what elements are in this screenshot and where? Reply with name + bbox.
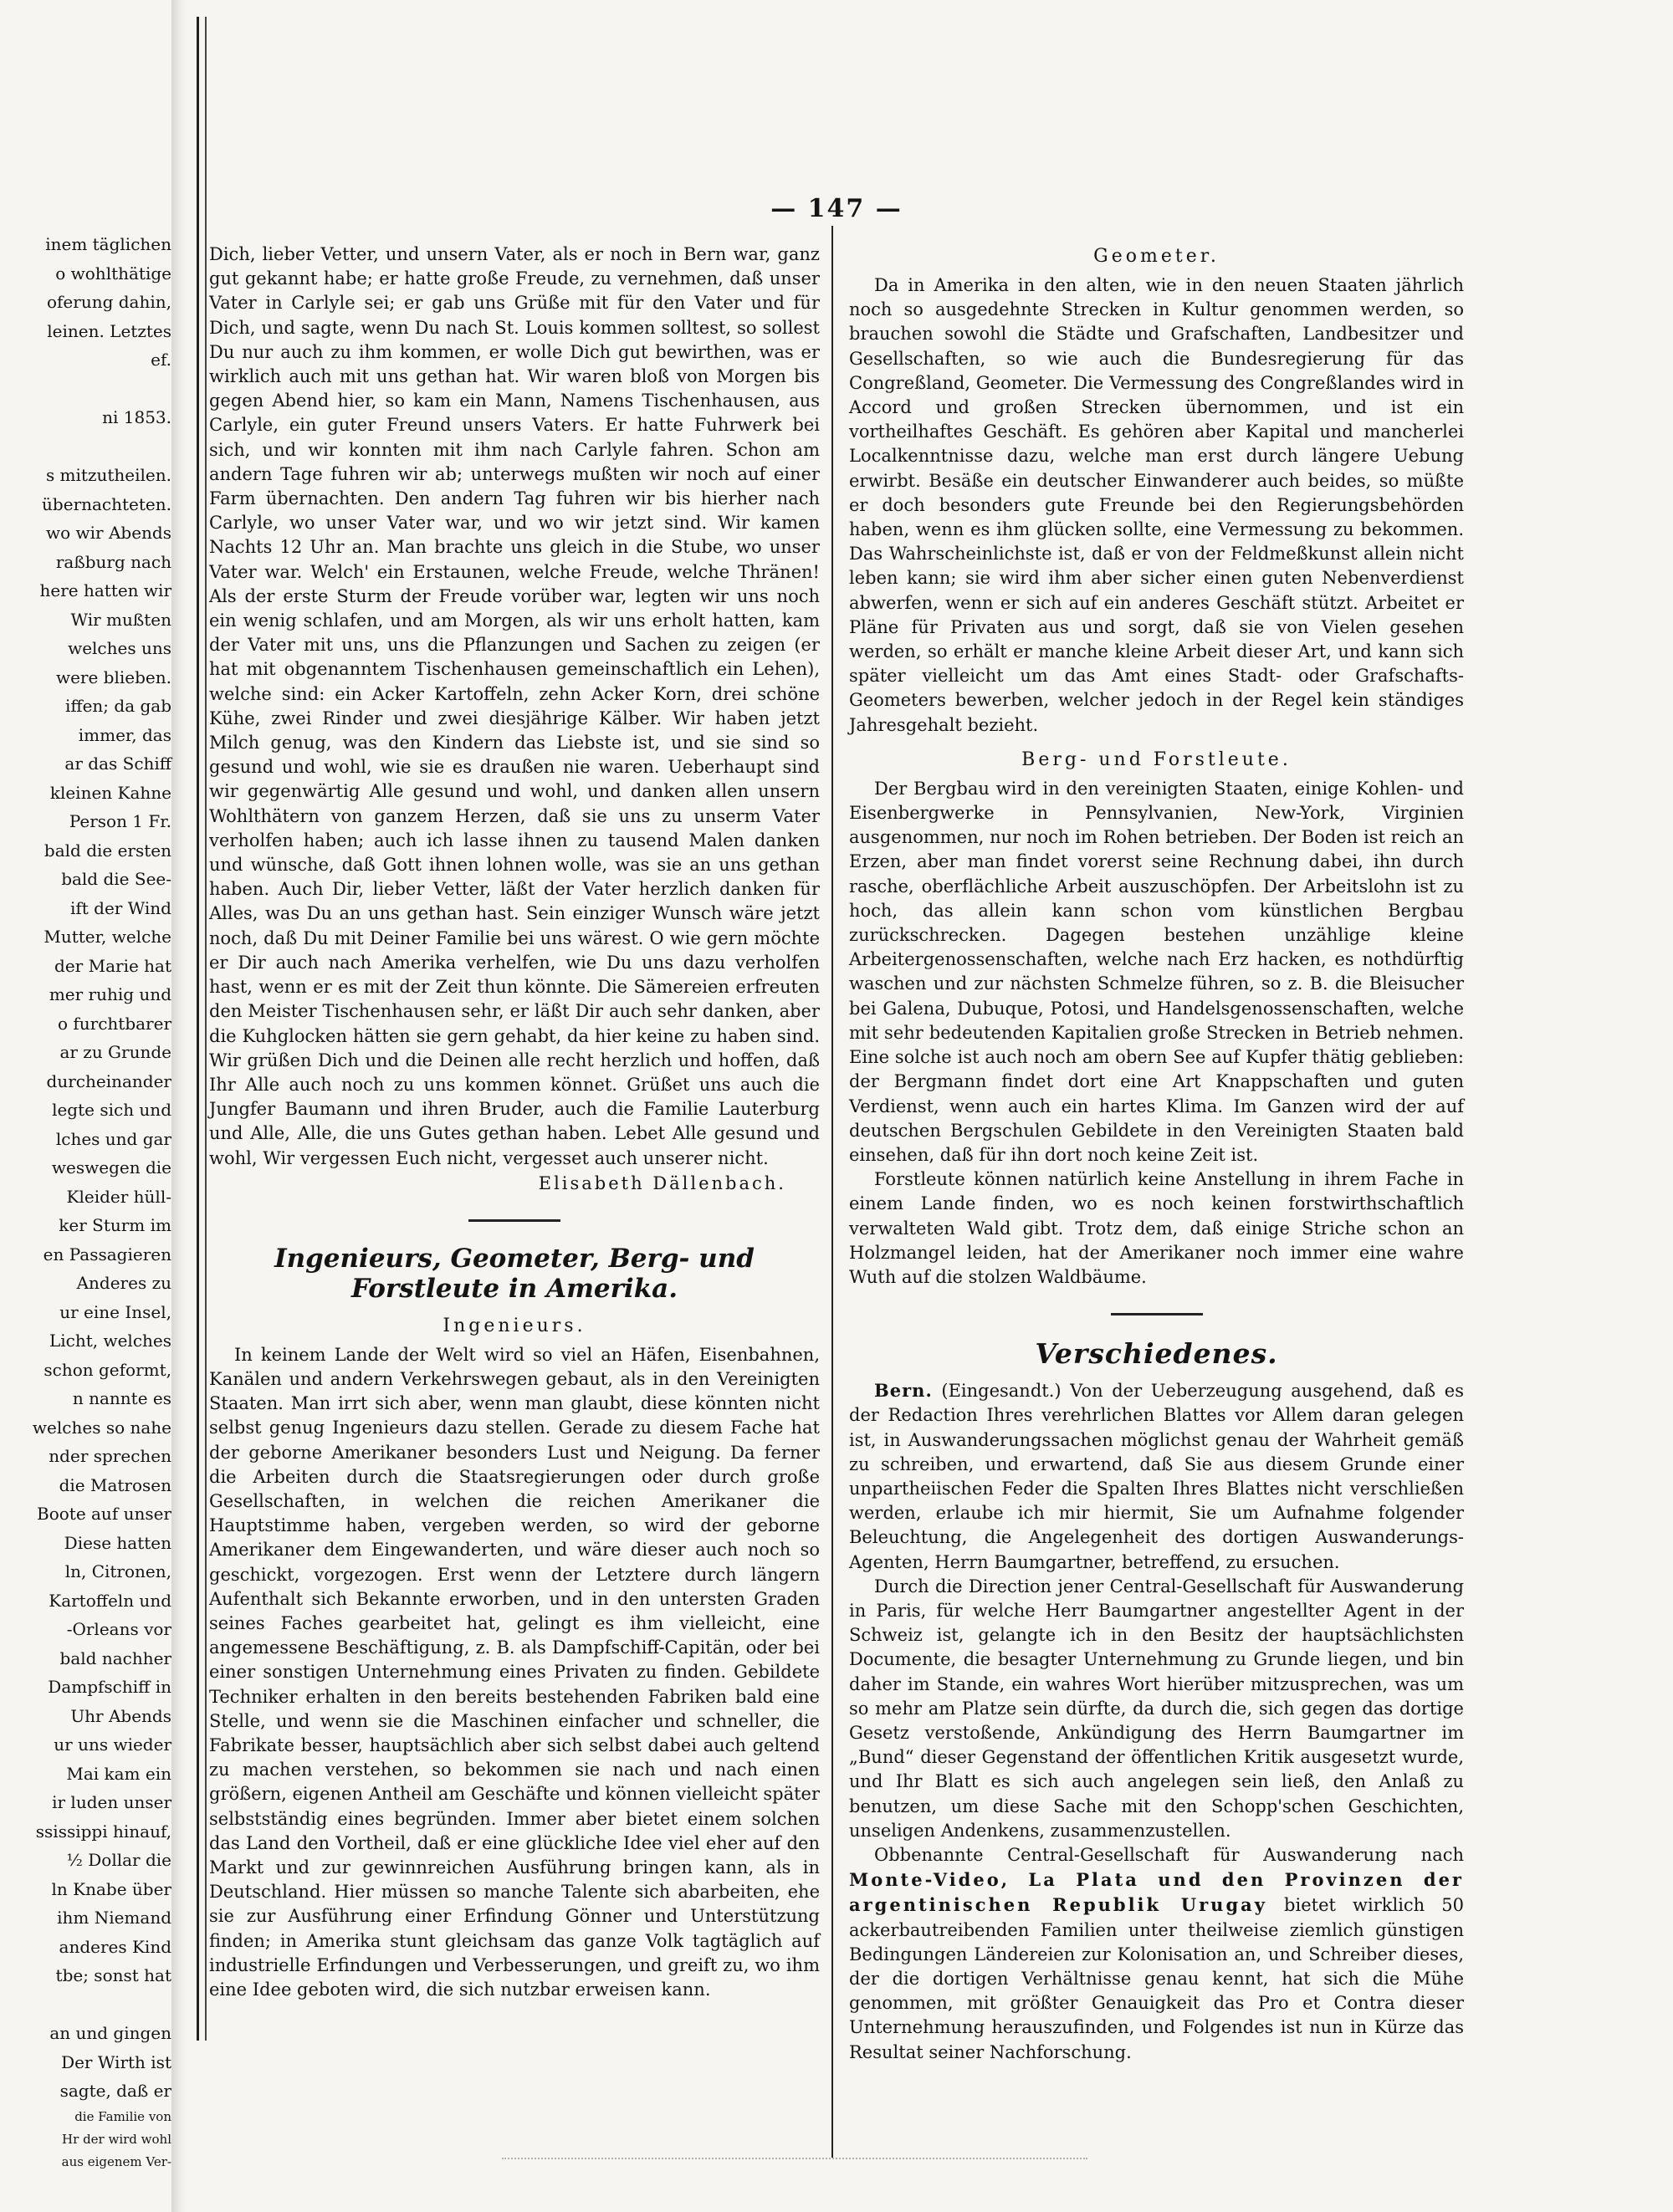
bleed-line: ar das Schiff — [64, 754, 171, 774]
bleed-line: bald nachher — [59, 1648, 171, 1668]
bleed-line: here hatten wir — [39, 580, 171, 600]
bleed-line: Boote auf unser — [37, 1504, 171, 1524]
previous-page-bleed-column — [0, 230, 171, 2169]
bleed-line: o furchtbarer — [57, 1013, 171, 1034]
bleed-line: leinen. Letztes — [47, 320, 171, 341]
bleed-footnote-line: Hr der wird wohl — [62, 2131, 171, 2147]
bleed-line: bald die See- — [61, 869, 171, 889]
bleed-line: tbe; sonst hat — [55, 1965, 171, 1985]
article-title: Ingenieurs, Geometer, Berg- und Forstleute in Amerika. — [274, 1243, 755, 1304]
bleed-line: iffen; da gab — [64, 696, 171, 716]
bleed-line: ur uns wieder — [54, 1734, 171, 1755]
bleed-line: Diese hatten — [64, 1532, 171, 1553]
bleed-line: wo wir Abends — [46, 523, 171, 543]
bleed-line: ur eine Insel, — [59, 1301, 171, 1322]
bleed-line: n nannte es — [72, 1388, 171, 1408]
bleed-line: raßburg nach — [55, 551, 171, 572]
bleed-line: Licht, welches — [49, 1331, 171, 1351]
paragraph: Forstleute können natürlich keine Anstellung in ihrem Fache in einem Lande finden, wo es noch keinen forstwirthschaftlich verwalteten Wald gibt. Trotz dem, daß einige Striche schon an Holzmangel leiden, hat der Amerikaner noch immer eine wahre Wuth auf die stolzen Waldbäume. — [849, 1169, 1464, 1287]
bleed-line: ln Knabe über — [51, 1878, 171, 1899]
print-smudge — [502, 2141, 1087, 2159]
bleed-line: an und gingen — [49, 2023, 171, 2043]
bleed-line: ef. — [151, 350, 171, 370]
bleed-line: ihm Niemand — [57, 1908, 171, 1928]
bleed-line: ni 1853. — [102, 407, 171, 427]
bleed-footnote-line: aus eigenem Ver- — [61, 2153, 171, 2169]
last-paragraph-lead: Obbenannte Central-Gesellschaft für Auswanderung nach — [874, 1844, 1464, 1865]
bleed-line: Kartoffeln und — [49, 1590, 171, 1611]
page-number: — 147 — — [770, 194, 903, 223]
page-border-rule — [197, 17, 199, 2041]
bleed-line: ir luden unser — [52, 1792, 171, 1812]
article-subheading-ingenieurs: Ingenieurs. — [443, 1315, 586, 1336]
last-paragraph — [849, 1843, 1464, 2065]
bleed-line: Wir mußten — [70, 609, 171, 630]
bleed-line: durcheinander — [46, 1070, 171, 1091]
bern-text: (Eingesandt.) Von der Ueberzeugung ausgehend, daß es der Redaction Ihres verehrlichen Blattes vor Allem daran gelegen ist, in Auswanderungssachen möglichst genau der Wahrheit gemäß zu schreiben, und erwartend, daß Sie aus diesem Grunde einer unpartheiischen Feder die Spalten Ihres Blattes nicht verschließen werden, erlaube ich mir hiermit, Sie um Aufnahme folgender Beleuchtung, die Angelegenheit des dortigen Auswanderungs-Agenten, Herrn Baumgartner, betreffend, zu ersuchen. — [849, 1381, 1464, 1572]
bleed-line: nder sprechen — [49, 1446, 171, 1466]
letter-signature: Elisabeth Dällenbach. — [538, 1172, 786, 1193]
section-divider-right — [1111, 1313, 1203, 1315]
section-title-verschiedenes: Verschiedenes. — [1035, 1337, 1278, 1371]
bleed-line: Dampfschiff in — [48, 1677, 171, 1697]
bleed-line: bald die ersten — [43, 840, 171, 861]
paragraph: Durch die Direction jener Central-Gesellschaft für Auswanderung in Paris, für welche Herr Baumgartner angestellter Agent in der Schweiz ist, gelangte ich in den Besitz der hauptsächlichsten Documente, die besagter Unternehmung zu Grunde liegen, und bin daher im Stande, ein wahres Wort hierüber mitzusprechen, was um so mehr am Platze sein dürfte, da durch die, sich gegen das dortige Gesetz verstoßende, Ankündigung des Herrn Baumgartner im „Bund“ dieser Gegenstand der öffentlichen Kritik ausgesetzt wurde, und Ihr Blatt es sich auch angelegen sein ließ, den Anlaß zu benutzen, um diese Sache mit den Schopp'schen Geschichten, unseligen Andenkens, zusammenzustellen. — [849, 1576, 1464, 1841]
bleed-line: anderes Kind — [59, 1936, 171, 1957]
bleed-line — [0, 1990, 171, 2020]
bleed-line: ssissippi hinauf, — [35, 1821, 171, 1842]
page-border-rule-inner — [205, 17, 207, 2041]
article-body — [209, 1343, 820, 2002]
bleed-line: ker Sturm im — [59, 1215, 171, 1235]
bleed-line: oferung dahin, — [46, 292, 171, 312]
bleed-line — [0, 375, 171, 404]
bleed-line: en Passagieren — [43, 1244, 171, 1264]
paragraph: Der Bergbau wird in den vereinigten Staaten, einige Kohlen- und Eisenbergwerke in Pennsylvanien, New-York, Virginien ausgenommen, nur noch im Rohen betrieben. Der Boden ist reich an Erzen, aber man findet vorerst seine Rechnung dabei, ihn durch rasche, oberflächliche Arbeit auszuschöpfen. Der Arbeitslohn ist zu hoch, das allein kann schon vom künstlichen Bergbau zurückschrecken. Dagegen bestehen unzählige kleine Arbeitergenossenschaften, welche nach Erz hacken, es nothdürftig waschen und zur nächsten Schmelze führen, so z. B. die Bleisucher bei Galena, Dubuque, Potosi, und Handelsgenossenschaften, welche mit sehr bedeutenden Kapitalien große Strecken in Betrieb nehmen. Eine solche ist auch noch am obern See auf Kupfer thätig geblieben: der Bergmann findet dort eine Art Knappschaften und guten Verdienst, wenn auch ein hartes Klima. Im Ganzen wird der auf deutschen Bergschulen Gebildete in den Vereinigten Staaten bald einsehen, daß für ihn dort noch keine Zeit ist. — [849, 778, 1464, 1165]
bleed-line: sagte, daß er — [59, 2081, 171, 2101]
bleed-line: weswegen die — [51, 1157, 171, 1178]
bleed-line: ar zu Grunde — [59, 1042, 171, 1062]
verschiedenes-body — [849, 1575, 1464, 1843]
bleed-line: welches so nahe — [32, 1417, 171, 1438]
bern-lead: Bern. — [874, 1380, 933, 1402]
bleed-line: Anderes zu — [76, 1273, 171, 1293]
last-paragraph-places: Monte-Video, La Plata und den Provinzen der argentinischen Republik Urugay — [849, 1869, 1464, 1916]
paragraph: Dich, lieber Vetter, und unsern Vater, als er noch in Bern war, ganz gut gekannt habe; er hatte große Freude, zu vernehmen, daß unser Vater in Carlyle sei; er gab uns Grüße mit für den Vater und für Dich, und sagte, wenn Du nach St. Louis kommen solltest, so sollest Du nur auch zu ihm kommen, er wolle Dich gut bewirthen, was er wirklich auch mit uns gethan hat. Wir waren bloß von Morgen bis gegen Abend hier, so kam ein Mann, Namens Tischenhausen, aus Carlyle, ein guter Freund unsers Vaters. Er hatte Fuhrwerk bei sich, und wir konnten mit ihm nach Carlyle fahren. Schon am andern Tage fuhren wir ab; unterwegs mußten wir noch auf einer Farm übernachten. Den andern Tag fuhren wir bis hierher nach Carlyle, wo unser Vater war, und wo wir jetzt sind. Wir kamen Nachts 12 Uhr an. Man brachte uns gleich in die Stube, wo unser Vater war. Welch' ein Erstaunen, welche Freude, welche Thränen! Als der erste Sturm der Freude vorüber war, legten wir uns noch ein wenig schlafen, und am Morgen, als wir uns erholt hatten, kam der Vater mit uns, uns die Pflanzungen und Sachen zu zeigen (er hat mit obgenanntem Tischenhausen gemeinschaftlich ein Lehen), welche sind: ein Acker Kartoffeln, zehn Acker Korn, drei schöne Kühe, zwei Rinder und zwei diesjährige Kälber. Wir haben jetzt Milch genug, was den Kindern das Liebste ist, und sie sind so gesund und wohl, wie sie es draußen nie waren. Ueberhaupt sind wir gegenwärtig Alle gesund und wohl, und danken allen unsern Wohlthätern von ganzem Herzen, daß sie uns zu unserm Vater verholfen haben; auch ich lasse ihnen zu tausend Malen danken und wünsche, daß Gott ihnen lohnen wolle, was sie an uns gethan haben. Auch Dir, lieber Vetter, läßt der Vater herzlich danken für Alles, was Du an uns gethan hast. Sein einziger Wunsch wäre jetzt noch, daß Du mit Deiner Familie bei uns wärest. O wie gern möchte er Dir auch nach Amerika verhelfen, wie Du uns dazu verholfen hast, wenn er es mit der Zeit thun könnte. Die Sämereien erfreuten den Meister Tischenhausen sehr, er läßt Dir auch sehr danken, aber die Kuhglocken hätten sie gern gehabt, da hier keine zu haben sind. Wir grüßen Dich und die Deinen alle recht herzlich und hoffen, daß Ihr Alle auch noch zu uns kommen könnet. Grüßet uns auch die Jungfer Baumann und ihren Bruder, auch die Familie Lauterburg und Alle, Alle, die uns Gutes gethan haben. Lebet Alle gesund und wohl, Wir vergessen Euch nicht, vergesset auch unserer nicht. — [209, 244, 820, 1168]
heading-berg-forstleute: Berg- und Forstleute. — [1021, 748, 1292, 770]
bleed-footnote-line: die Familie von — [74, 2108, 171, 2124]
bleed-line: die Matrosen — [59, 1474, 171, 1495]
bleed-line — [0, 432, 171, 462]
heading-geometer: Geometer. — [1093, 246, 1220, 267]
bleed-line: inem täglichen — [45, 234, 171, 254]
geometer-body — [849, 273, 1464, 738]
bleed-line: lches und gar — [55, 1128, 171, 1149]
bleed-line: kleinen Kahne — [49, 782, 171, 803]
left-column — [209, 243, 820, 2002]
bleed-line: ift der Wind — [69, 897, 171, 918]
letter-text — [209, 243, 820, 1171]
bleed-line: schon geformt, — [43, 1359, 171, 1380]
bleed-line: mer ruhig und — [49, 984, 171, 1004]
column-rule — [831, 226, 833, 2158]
bleed-line: übernachteten. — [42, 493, 171, 514]
bleed-line: Kleider hüll- — [66, 1186, 171, 1207]
bleed-line: der Marie hat — [54, 955, 171, 976]
paragraph: In keinem Lande der Welt wird so viel an Häfen, Eisenbahnen, Kanälen und andern Verkehrswegen gebaut, als in den Vereinigten Staaten. Man irrt sich aber, wenn man glaubt, diese könnten nicht selbst genug Ingenieurs dazu stellen. Gerade zu diesem Fache hat der geborne Amerikaner besonders Lust und Neigung. Da ferner die Arbeiten durch die Staatsregierungen oder durch große Gesellschaften, in welchen die reichen Amerikaner die Hauptstimme haben, vergeben werden, so wird der geborne Amerikaner dem Eingewanderten, und wäre dieser auch noch so geschickt, vorgezogen. Erst wenn der Letztere durch längern Aufenthalt sich Bekannte erworben, und in den untersten Graden seines Faches gearbeitet hat, gelingt es ihm vielleicht, eine angemessene Beschäftigung, z. B. als Dampfschiff-Capitän, oder bei einer sonstigen Unternehmung eines Privaten zu finden. Gebildete Techniker erhalten in den bereits bestehenden Fabriken bald eine Stelle, und wenn sie die Maschinen einfacher und schneller, die Fabrikate besser, hauptsächlich aber sich selbst dabei auch geltend zu machen verstehen, so bekommen sie nach und nach einen größern, eigenen Antheil am Geschäfte und können vielleicht später selbstständig eines begründen. Immer aber bietet einem solchen das Land den Vortheil, daß er eine glückliche Idee viel eher auf den Markt und zur gewinnreichen Ausführung bringen kann, als in Deutschland. Hier müssen so manche Talente sich abarbeiten, ehe sie zur Ausführung einer Erfindung Gönner und Unterstützung finden; in Amerika stunt gleichsam das ganze Volk tagtäglich auf industrielle Erfindungen und Verbesserungen, und greift zu, wo ihm eine Idee geboten wird, die sich nutzbar erweisen kann. — [209, 1344, 820, 2000]
bleed-line: Mai kam ein — [66, 1763, 171, 1784]
section-divider — [468, 1219, 560, 1222]
right-column — [849, 243, 1464, 2065]
bleed-line: Uhr Abends — [70, 1705, 171, 1726]
bern-paragraph — [849, 1378, 1464, 1575]
bleed-line: s mitzutheilen. — [45, 465, 171, 485]
bleed-line: Der Wirth ist — [61, 2051, 171, 2072]
bleed-line: ½ Dollar die — [66, 1850, 171, 1870]
bleed-line: -Orleans vor — [66, 1619, 171, 1639]
bleed-line: welches uns — [68, 638, 171, 658]
page-gutter — [171, 0, 187, 2212]
bleed-line: ln, Citronen, — [64, 1561, 171, 1581]
bleed-line: were blieben. — [55, 667, 171, 687]
bleed-line: immer, das — [78, 724, 171, 745]
bleed-line: legte sich und — [52, 1100, 171, 1120]
last-paragraph-rest: bietet wirklich 50 ackerbautreibenden Familien unter theilweise ziemlich günstigen Bedingungen Ländereien zur Kolonisation an, und Schreiber dieses, der die dortigen Verhältnisse genau kennt, hat sich die Mühe genommen, mit größter Genauigkeit das Pro et Contra dieser Unternehmung herauszufinden, und Folgendes ist nun in Kürze das Resultat seiner Nachforschung. — [849, 1895, 1464, 2062]
berg-body — [849, 777, 1464, 1290]
bleed-line: Person 1 Fr. — [69, 811, 171, 831]
bleed-line: o wohlthätige — [55, 263, 171, 284]
paragraph: Da in Amerika in den alten, wie in den neuen Staaten jährlich noch so ausgedehnte Strecken in Kultur genommen werden, so brauchen sowohl die Städte und Grafschaften, Landbesitzer und Gesellschaften, so wie auch die Bundesregierung für das Congreßland, Geometer. Die Vermessung des Congreßlandes wird in Accord und großen Strecken übernommen, und ist ein vortheilhaftes Geschäft. Es gehören aber Kapital und mancherlei Localkenntnisse dazu, welche man erst durch längere Uebung erwirbt. Besäße ein deutscher Einwanderer auch beides, so müßte er doch besonders gute Freunde bei den Regierungsbehörden haben, wenn es ihm glücken sollte, eine Vermessung zu bekommen. Das Wahrscheinlichste ist, daß er von der Feldmeßkunst allein nicht leben kann; sie wird ihm aber sicher einen guten Nebenverdienst abwerfen, wenn er sich auf ein anderes Geschäft stützt. Arbeitet er Pläne für Privaten aus und sorgt, daß sie von Vielen gesehen werden, so erhält er manche kleine Arbeit dieser Art, und kann sich später vielleicht um das Amt eines Stadt- oder Grafschafts-Geometers bewerben, welcher jedoch in der Regel kein ständiges Jahresgehalt bezieht. — [849, 275, 1464, 735]
bleed-line: Mutter, welche — [43, 927, 171, 947]
